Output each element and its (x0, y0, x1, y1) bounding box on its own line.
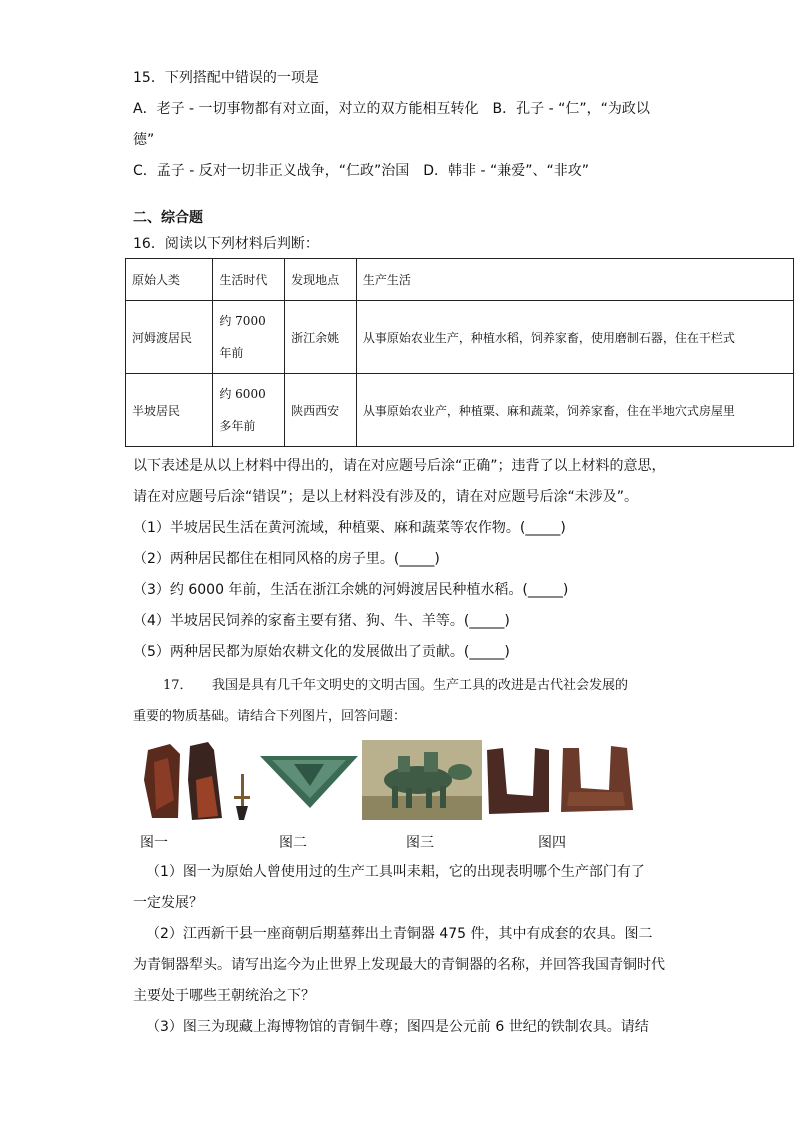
photo-floor (362, 796, 482, 820)
table-row (126, 301, 794, 374)
q16-item-1: （1）半坡居民生活在黄河流域，种植粟、麻和蔬菜等农作物。(_____) (133, 520, 566, 536)
q17-stem-1: 17． 我国是具有几千年文明史的文明古国。生产工具的改进是古代社会发展的 (163, 678, 629, 693)
ox-vessel (398, 756, 410, 772)
q17-sub1-line2: 一定发展？ (133, 895, 203, 911)
figure-2-bronze-plow (258, 750, 360, 810)
q16-item-5: （5）两种居民都为原始农耕文化的发展做出了贡献。(_____) (133, 644, 510, 660)
table-header-cell: 生产生活 (356, 259, 793, 301)
q15-stem: 15．下列搭配中错误的一项是 (133, 70, 319, 86)
figure-1-caption: 图一 (140, 835, 168, 851)
q17-sub2-line1: （2）江西新干县一座商朝后期墓葬出土青铜器 475 件，其中有成套的农具。图二 (146, 926, 653, 942)
material-table (125, 258, 794, 447)
q15-option-cd: C．孟子 - 反对一切非正义战争，“仁政”治国 D．韩非 - “兼爱”、“非攻” (133, 163, 589, 179)
table-cell: 浙江余姚 (285, 301, 357, 374)
table-cell: 约 6000 多年前 (213, 374, 285, 447)
figure-4-caption: 图四 (538, 835, 566, 851)
figure-3-caption: 图三 (406, 835, 434, 851)
q16-item-2: （2）两种居民都住在相同风格的房子里。(_____) (133, 551, 440, 567)
tool-tip (236, 806, 248, 820)
iron-tool-1 (487, 748, 549, 814)
table-cell: 从事原始农业产，种植粟、麻和蔬菜，饲养家畜，住在半地穴式房屋里 (356, 374, 793, 447)
q15-option-b-cont: 德” (133, 132, 155, 148)
q16-instruction-1: 以下表述是从以上材料中得出的，请在对应题号后涂“正确”；违背了以上材料的意思， (133, 458, 666, 474)
q15-option-ab: A．老子 - 一切事物都有对立面，对立的双方能相互转化 B．孔子 - “仁”，“为政以 (133, 101, 650, 117)
ox-vessel (424, 752, 438, 772)
table-header-cell: 原始人类 (126, 259, 213, 301)
table-cell: 从事原始农业生产，种植水稻，饲养家畜，使用磨制石器，住在干栏式 (356, 301, 793, 374)
iron-tool-2-highlight (567, 792, 625, 806)
q16-item-4: （4）半坡居民饲养的家畜主要有猪、狗、牛、羊等。(_____) (133, 613, 510, 629)
figure-3-bronze-ox (362, 740, 482, 820)
q17-sub3-line1: （3）图三为现藏上海博物馆的青铜牛尊；图四是公元前 6 世纪的铁制农具。请结 (146, 1019, 649, 1035)
ox-leg (426, 788, 432, 808)
table-cell: 陕西西安 (285, 374, 357, 447)
q17-sub2-line3: 主要处于哪些王朝统治之下？ (133, 988, 315, 1004)
table-row (126, 374, 794, 447)
q16-stem: 16．阅读以下列材料后判断： (133, 236, 319, 252)
table-header-cell: 生活时代 (213, 259, 285, 301)
table-cell: 约 7000 年前 (213, 301, 285, 374)
q16-item-3: （3）约 6000 年前，生活在浙江余姚的河姆渡居民种植水稻。(_____) (133, 582, 569, 598)
q17-stem-2: 重要的物质基础。请结合下列图片，回答问题： (133, 709, 407, 724)
q17-sub1-line1: （1）图一为原始人曾使用过的生产工具叫耒耜，它的出现表明哪个生产部门有了 (146, 864, 645, 880)
q16-instruction-2: 请在对应题号后涂“错误”；是以上材料没有涉及的，请在对应题号后涂“未涉及”。 (133, 489, 639, 505)
q17-sub2-line2: 为青铜器犁头。请写出迄今为止世界上发现最大的青铜器的名称，并回答我国青铜时代 (133, 957, 665, 973)
table-cell: 河姆渡居民 (126, 301, 213, 374)
table-header-cell: 发现地点 (285, 259, 357, 301)
figure-4-iron-tools (483, 742, 641, 816)
ox-leg (392, 786, 398, 808)
figure-1-leisi-tools (140, 740, 258, 822)
section-title: 二、综合题 (133, 210, 203, 226)
ox-leg (406, 788, 412, 808)
table-cell: 半坡居民 (126, 374, 213, 447)
ox-leg (440, 786, 446, 808)
ox-head (448, 764, 472, 780)
figure-2-caption: 图二 (279, 835, 307, 851)
table-header-row (126, 259, 794, 301)
tool-crossbar (234, 796, 250, 799)
